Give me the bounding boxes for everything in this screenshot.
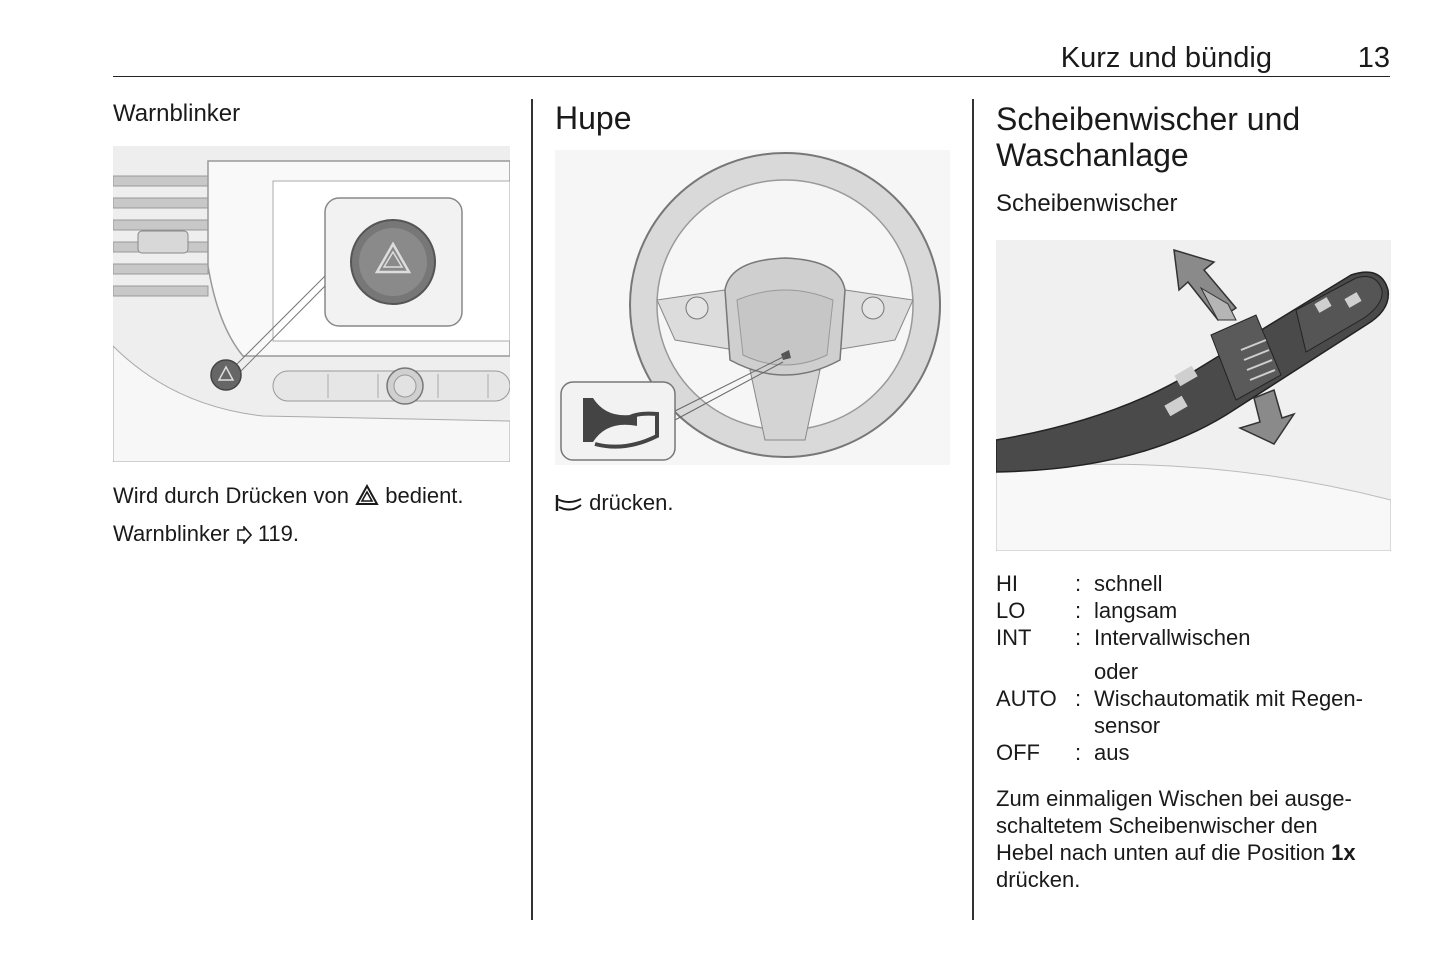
wiper-heading-line2: Waschanlage	[996, 137, 1189, 173]
steering-wheel-illustration	[555, 150, 950, 465]
hupe-heading: Hupe	[555, 100, 632, 136]
definition-separator: :	[1075, 740, 1082, 765]
definition-separator: :	[1075, 686, 1082, 711]
wiper-subheading: Scheibenwischer	[996, 190, 1178, 217]
paragraph-text: Hebel nach unten auf die Position	[996, 840, 1326, 865]
definition-separator: :	[1075, 598, 1082, 623]
definition-key: AUTO	[996, 686, 1057, 711]
definition-key: LO	[996, 598, 1026, 623]
paragraph-line: schaltetem Scheibenwischer den	[996, 813, 1318, 838]
column-divider-1	[531, 99, 533, 920]
definition-row-off	[996, 740, 1396, 767]
definition-row-continuation	[996, 659, 1396, 686]
hazard-text-post: bedient.	[385, 483, 464, 508]
hazard-reference-line	[113, 516, 513, 554]
definition-row-int	[996, 625, 1396, 652]
wiper-heading-line1: Scheibenwischer und	[996, 101, 1301, 137]
hazard-switch-illustration	[113, 146, 510, 462]
position-1x-label: 1x	[1331, 840, 1356, 865]
page-number: 13	[1357, 42, 1390, 74]
horn-text: drücken.	[589, 490, 674, 515]
definition-value: langsam	[1094, 598, 1178, 623]
definition-row-lo	[996, 598, 1396, 625]
hazard-triangle-icon	[355, 481, 379, 516]
definition-value: oder	[1094, 659, 1139, 684]
warnblinker-heading: Warnblinker	[113, 100, 241, 127]
single-wipe-paragraph	[996, 785, 1396, 893]
wiper-lever-illustration	[996, 240, 1391, 551]
definition-value: aus	[1094, 740, 1130, 765]
horn-instruction	[555, 485, 674, 523]
page-header	[113, 40, 1390, 77]
definition-separator: :	[1075, 571, 1082, 596]
page-ref-arrow-icon	[236, 519, 252, 554]
definition-value: Intervallwischen	[1094, 625, 1251, 650]
definition-value: Wischautomatik mit Regen-	[1094, 686, 1363, 711]
definition-key: OFF	[996, 740, 1040, 765]
paragraph-line: Zum einmaligen Wischen bei ausge-	[996, 786, 1352, 811]
section-title: Kurz und bündig	[1060, 42, 1272, 74]
hazard-text-line	[113, 478, 513, 516]
hazard-text-pre: Wird durch Drücken von	[113, 483, 349, 508]
hazard-reference-page[interactable]: 119.	[257, 521, 299, 546]
definition-key: INT	[996, 625, 1032, 650]
definition-row-continuation	[996, 713, 1396, 740]
column-divider-2	[972, 99, 974, 920]
paragraph-line	[996, 839, 1396, 866]
definition-key: HI	[996, 571, 1018, 596]
definition-row-hi	[996, 571, 1396, 598]
definition-row-auto	[996, 686, 1396, 713]
definition-value: schnell	[1094, 571, 1163, 596]
horn-icon	[555, 488, 583, 523]
paragraph-line: drücken.	[996, 867, 1081, 892]
definition-value: sensor	[1094, 713, 1161, 738]
hazard-reference-label: Warnblinker	[113, 521, 230, 546]
definition-separator: :	[1075, 625, 1082, 650]
